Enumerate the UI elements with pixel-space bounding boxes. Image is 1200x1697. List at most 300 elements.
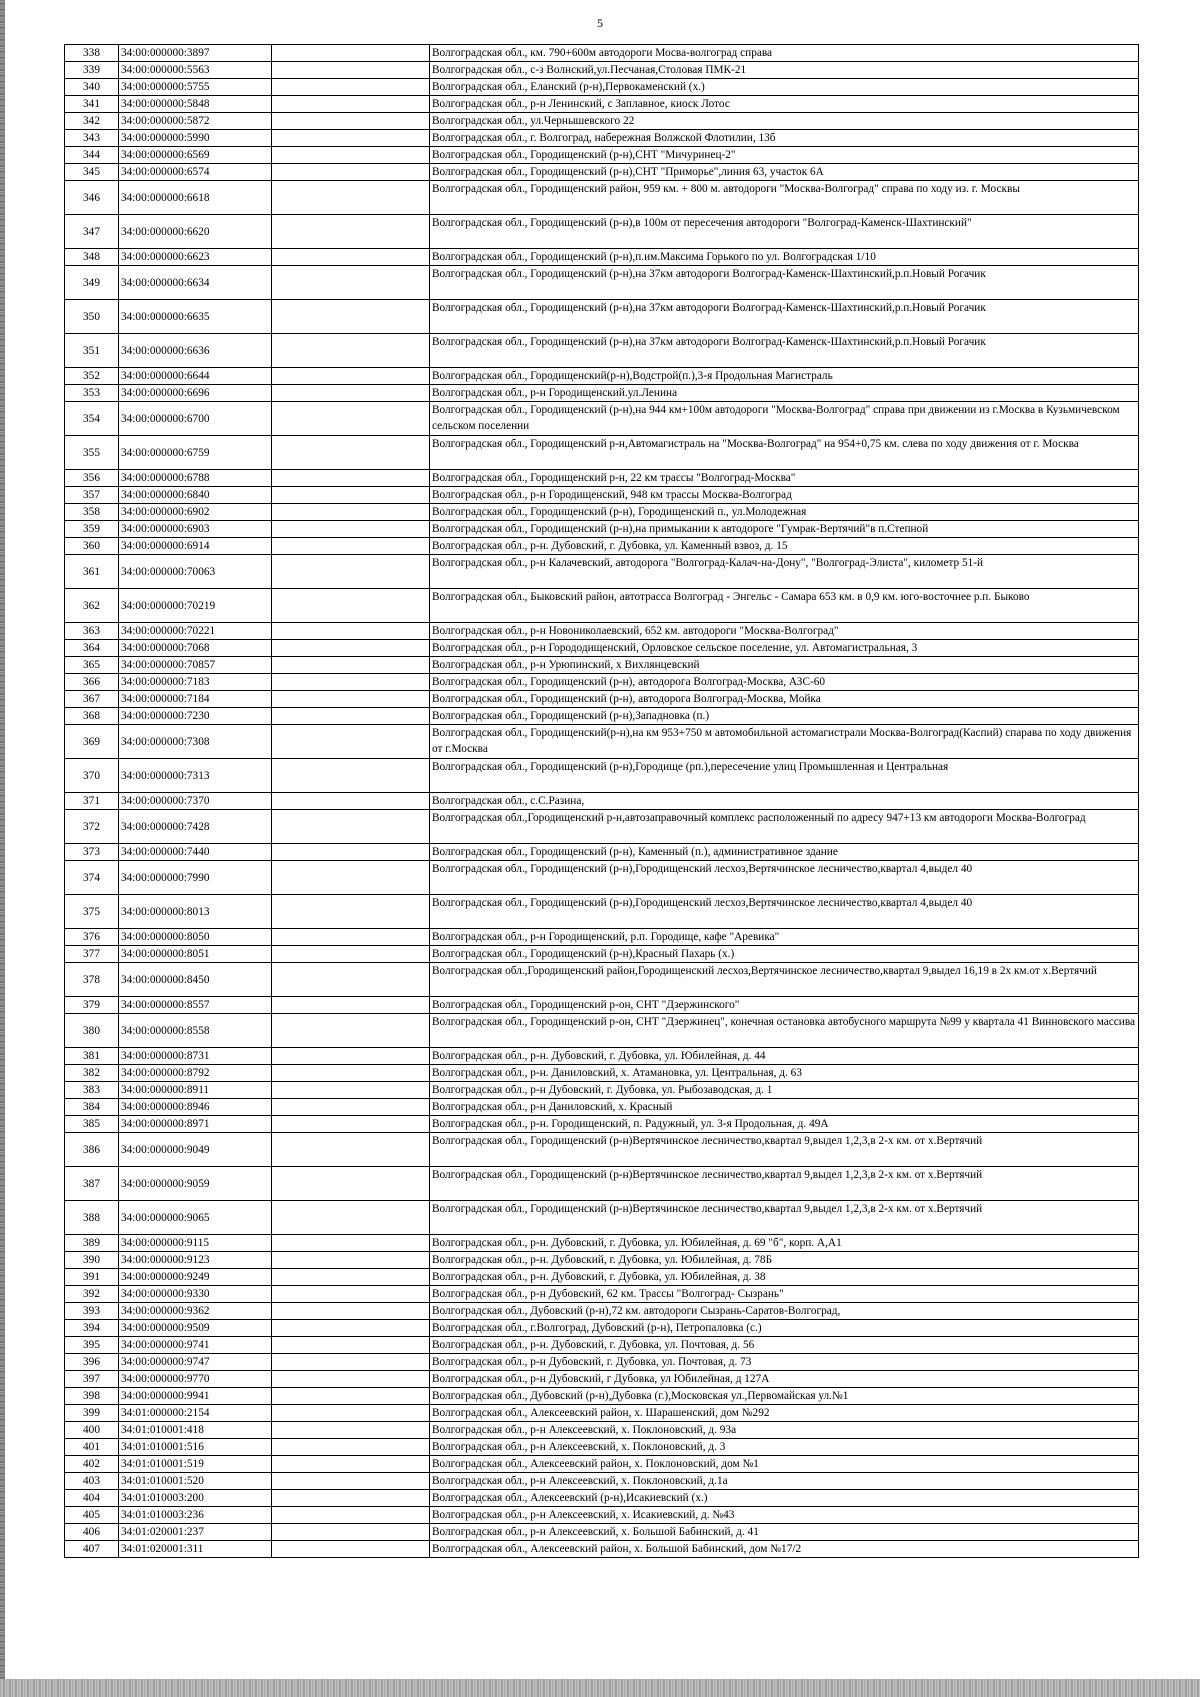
address: Волгоградская обл., р-н Городищенский, 948 км трассы Москва-Волгоград [430, 487, 1139, 504]
cadastral-number: 34:00:000000:6620 [119, 215, 272, 249]
address: Волгоградская обл., р-н. Дубовский, г. Дубовка, ул. Каменный взвоз, д. 15 [430, 538, 1139, 555]
address: Волгоградская обл., р-н Новониколаевский, 652 км. автодороги "Москва-Волгоград" [430, 623, 1139, 640]
table-row [65, 1116, 1139, 1133]
table-row [65, 45, 1139, 62]
row-number: 364 [65, 640, 119, 657]
row-number: 376 [65, 929, 119, 946]
cadastral-number: 34:00:000000:9362 [119, 1303, 272, 1320]
address: Волгоградская обл., р-н. Дубовский, г. Дубовка, ул. Юбилейная, д. 69 "б", корп. А,А1 [430, 1235, 1139, 1252]
empty-cell [272, 1490, 430, 1507]
address: Волгоградская обл., р-н Алексеевский, х. Поклоновский, д.1а [430, 1473, 1139, 1490]
address: Волгоградская обл.,Городищенский район,Городищенский лесхоз,Вертячинское лесничество,квартал 9,выдел 16,19 в 2х км.от х.Вертячий [430, 963, 1139, 997]
address: Волгоградская обл., р-н Даниловский, х. Красный [430, 1099, 1139, 1116]
address: Волгоградская обл., с-з Волнский,ул.Песчаная,Столовая ПМК-21 [430, 62, 1139, 79]
row-number: 387 [65, 1167, 119, 1201]
empty-cell [272, 1541, 430, 1558]
address: Волгоградская обл., Дубовский (р-н),Дубовка (г.),Московская ул.,Первомайская ул.№1 [430, 1388, 1139, 1405]
empty-cell [272, 793, 430, 810]
address: Волгоградская обл., Городищенский(р-н),Водстрой(п.),3-я Продольная Магистраль [430, 368, 1139, 385]
cadastral-number: 34:00:000000:6574 [119, 164, 272, 181]
row-number: 383 [65, 1082, 119, 1099]
row-number: 389 [65, 1235, 119, 1252]
empty-cell [272, 1354, 430, 1371]
row-number: 368 [65, 708, 119, 725]
cadastral-number: 34:00:000000:6914 [119, 538, 272, 555]
address: Волгоградская обл., р-н. Городищенский, п. Радужный, ул. 3-я Продольная, д. 49А [430, 1116, 1139, 1133]
empty-cell [272, 1337, 430, 1354]
empty-cell [272, 810, 430, 844]
cadastral-number: 34:00:000000:7068 [119, 640, 272, 657]
row-number: 367 [65, 691, 119, 708]
empty-cell [272, 861, 430, 895]
empty-cell [272, 725, 430, 759]
empty-cell [272, 1439, 430, 1456]
empty-cell [272, 521, 430, 538]
table-row [65, 1524, 1139, 1541]
cadastral-number: 34:00:000000:7428 [119, 810, 272, 844]
table-row [65, 1167, 1139, 1201]
table-row [65, 1235, 1139, 1252]
cadastral-number: 34:00:000000:5563 [119, 62, 272, 79]
address: Волгоградская обл., км. 790+600м автодороги Мосва-волгоград справа [430, 45, 1139, 62]
address: Волгоградская обл., Городищенский (р-н),на 944 км+100м автодороги "Москва-Волгоград" справа при движении из г.Москва в Кузьмичевском сельском поселении [430, 402, 1139, 436]
address: Волгоградская обл., Алексеевский район, х. Поклоновский, дом №1 [430, 1456, 1139, 1473]
row-number: 344 [65, 147, 119, 164]
cadastral-number: 34:01:010001:516 [119, 1439, 272, 1456]
cadastral-number: 34:00:000000:8450 [119, 963, 272, 997]
address: Волгоградская обл., р-н. Дубовский, г. Дубовка, ул. Почтовая, д. 56 [430, 1337, 1139, 1354]
address: Волгоградская обл., р-н Городищенский.ул.Ленина [430, 385, 1139, 402]
cadastral-number: 34:00:000000:9941 [119, 1388, 272, 1405]
address: Волгоградская обл., Алексеевский (р-н),Исакиевский (х.) [430, 1490, 1139, 1507]
empty-cell [272, 402, 430, 436]
address: Волгоградская обл., ул.Чернышевского 22 [430, 113, 1139, 130]
row-number: 391 [65, 1269, 119, 1286]
table-row [65, 1337, 1139, 1354]
empty-cell [272, 1303, 430, 1320]
table-row [65, 130, 1139, 147]
row-number: 406 [65, 1524, 119, 1541]
cadastral-number: 34:00:000000:6636 [119, 334, 272, 368]
cadastral-number: 34:00:000000:7313 [119, 759, 272, 793]
row-number: 360 [65, 538, 119, 555]
address: Волгоградская обл., Городищенский (р-н), Городищенский п., ул.Молодежная [430, 504, 1139, 521]
empty-cell [272, 300, 430, 334]
row-number: 375 [65, 895, 119, 929]
row-number: 378 [65, 963, 119, 997]
address: Волгоградская обл., Городищенский (р-н),СНТ "Приморье",линия 63, участок 6А [430, 164, 1139, 181]
cadastral-number: 34:00:000000:9747 [119, 1354, 272, 1371]
cadastral-number: 34:00:000000:6903 [119, 521, 272, 538]
row-number: 340 [65, 79, 119, 96]
empty-cell [272, 1269, 430, 1286]
register-table-body [65, 45, 1139, 1558]
row-number: 379 [65, 997, 119, 1014]
cadastral-number: 34:01:000000:2154 [119, 1405, 272, 1422]
row-number: 342 [65, 113, 119, 130]
empty-cell [272, 1201, 430, 1235]
table-row [65, 1490, 1139, 1507]
table-row [65, 1439, 1139, 1456]
cadastral-number: 34:00:000000:70221 [119, 623, 272, 640]
empty-cell [272, 266, 430, 300]
empty-cell [272, 1167, 430, 1201]
row-number: 374 [65, 861, 119, 895]
row-number: 365 [65, 657, 119, 674]
empty-cell [272, 1456, 430, 1473]
address: Волгоградская обл., р-н Алексеевский, х. Большой Бабинский, д. 41 [430, 1524, 1139, 1541]
row-number: 371 [65, 793, 119, 810]
address: Волгоградская обл., Быковский район, автотрасса Волгоград - Энгельс - Самара 653 км. в 0,9 км. юго-восточнее р.п. Быково [430, 589, 1139, 623]
address: Волгоградская обл., р-н. Даниловский, х. Атамановка, ул. Центральная, д. 63 [430, 1065, 1139, 1082]
cadastral-number: 34:00:000000:7230 [119, 708, 272, 725]
table-row [65, 1082, 1139, 1099]
row-number: 407 [65, 1541, 119, 1558]
address: Волгоградская обл., Городищенский (р-н),на 37км автодороги Волгоград-Каменск-Шахтинский,р.п.Новый Рогачик [430, 266, 1139, 300]
cadastral-number: 34:00:000000:5755 [119, 79, 272, 96]
table-row [65, 113, 1139, 130]
address: Волгоградская обл., р-н. Дубовский, г. Дубовка, ул. Юбилейная, д. 44 [430, 1048, 1139, 1065]
row-number: 405 [65, 1507, 119, 1524]
address: Волгоградская обл., р-н Дубовский, г. Дубовка, ул. Рыбозаводская, д. 1 [430, 1082, 1139, 1099]
cadastral-number: 34:01:020001:237 [119, 1524, 272, 1541]
address: Волгоградская обл., Еланский (р-н),Первокаменский (х.) [430, 79, 1139, 96]
cadastral-number: 34:00:000000:8557 [119, 997, 272, 1014]
cadastral-number: 34:00:000000:9049 [119, 1133, 272, 1167]
empty-cell [272, 1116, 430, 1133]
table-row [65, 1388, 1139, 1405]
address: Волгоградская обл., Городищенский (р-н),на 37км автодороги Волгоград-Каменск-Шахтинский,р.п.Новый Рогачик [430, 300, 1139, 334]
cadastral-number: 34:00:000000:70219 [119, 589, 272, 623]
empty-cell [272, 1507, 430, 1524]
table-row [65, 1507, 1139, 1524]
address: Волгоградская обл., р-н Алексеевский, х. Исакиевский, д. №43 [430, 1507, 1139, 1524]
cadastral-number: 34:00:000000:9770 [119, 1371, 272, 1388]
address: Волгоградская обл., р-н Дубовский, г Дубовка, ул Юбилейная, д 127А [430, 1371, 1139, 1388]
table-row [65, 1065, 1139, 1082]
empty-cell [272, 640, 430, 657]
cadastral-number: 34:00:000000:6759 [119, 436, 272, 470]
row-number: 369 [65, 725, 119, 759]
table-row [65, 1541, 1139, 1558]
empty-cell [272, 1422, 430, 1439]
table-row [65, 1048, 1139, 1065]
empty-cell [272, 555, 430, 589]
cadastral-number: 34:00:000000:6788 [119, 470, 272, 487]
cadastral-number: 34:00:000000:6902 [119, 504, 272, 521]
cadastral-number: 34:01:010001:519 [119, 1456, 272, 1473]
table-row [65, 215, 1139, 249]
address: Волгоградская обл., Городищенский р-н,Автомагистраль на "Москва-Волгоград" на 954+0,75 км. слева по ходу движения от г. Москва [430, 436, 1139, 470]
table-row [65, 300, 1139, 334]
row-number: 377 [65, 946, 119, 963]
address: Волгоградская обл., р-н Городищенский, р.п. Городище, кафе "Аревика" [430, 929, 1139, 946]
row-number: 348 [65, 249, 119, 266]
empty-cell [272, 1524, 430, 1541]
empty-cell [272, 929, 430, 946]
row-number: 399 [65, 1405, 119, 1422]
address: Волгоградская обл., Городищенский (р-н),СНТ "Мичуринец-2" [430, 147, 1139, 164]
address: Волгоградская обл., р-н Дубовский, 62 км. Трассы "Волгоград- Сызрань" [430, 1286, 1139, 1303]
empty-cell [272, 113, 430, 130]
empty-cell [272, 1048, 430, 1065]
empty-cell [272, 623, 430, 640]
row-number: 385 [65, 1116, 119, 1133]
empty-cell [272, 1099, 430, 1116]
address: Волгоградская обл., г. Волгоград, набережная Волжской Флотилии, 13б [430, 130, 1139, 147]
empty-cell [272, 1133, 430, 1167]
row-number: 390 [65, 1252, 119, 1269]
table-row [65, 1354, 1139, 1371]
table-row [65, 895, 1139, 929]
row-number: 386 [65, 1133, 119, 1167]
address: Волгоградская обл., Городищенский (р-н), автодорога Волгоград-Москва, Мойка [430, 691, 1139, 708]
table-row [65, 436, 1139, 470]
table-row [65, 487, 1139, 504]
address: Волгоградская обл., Городищенский(р-н),на км 953+750 м автомобильной астомагистрали Москва-Волгоград(Каспий) спарава по ходу движения от г.Москва [430, 725, 1139, 759]
table-row [65, 963, 1139, 997]
address: Волгоградская обл., Городищенский (р-н)Вертячинское лесничество,квартал 9,выдел 1,2,3,в 2-х км. от х.Вертячий [430, 1201, 1139, 1235]
table-row [65, 759, 1139, 793]
address: Волгоградская обл., Городищенский (р-н), автодорога Волгоград-Москва, АЗС-60 [430, 674, 1139, 691]
cadastral-number: 34:00:000000:6569 [119, 147, 272, 164]
cadastral-number: 34:00:000000:8792 [119, 1065, 272, 1082]
empty-cell [272, 181, 430, 215]
empty-cell [272, 1014, 430, 1048]
empty-cell [272, 62, 430, 79]
table-row [65, 538, 1139, 555]
address: Волгоградская обл., Городищенский (р-н),Городищенский лесхоз,Вертячинское лесничество,квартал 4,выдел 40 [430, 861, 1139, 895]
cadastral-number: 34:00:000000:6700 [119, 402, 272, 436]
empty-cell [272, 1388, 430, 1405]
table-row [65, 1099, 1139, 1116]
page-number: 5 [597, 16, 603, 30]
table-row [65, 674, 1139, 691]
cadastral-number: 34:00:000000:8050 [119, 929, 272, 946]
table-row [65, 997, 1139, 1014]
row-number: 347 [65, 215, 119, 249]
cadastral-number: 34:00:000000:6635 [119, 300, 272, 334]
table-row [65, 1269, 1139, 1286]
address: Волгоградская обл., Алексеевский район, х. Шарашенский, дом №292 [430, 1405, 1139, 1422]
empty-cell [272, 470, 430, 487]
address: Волгоградская обл., р-н. Дубовский, г. Дубовка, ул. Юбилейная, д. 78Б [430, 1252, 1139, 1269]
table-row [65, 623, 1139, 640]
table-row [65, 1422, 1139, 1439]
row-number: 373 [65, 844, 119, 861]
row-number: 381 [65, 1048, 119, 1065]
cadastral-number: 34:00:000000:9123 [119, 1252, 272, 1269]
empty-cell [272, 215, 430, 249]
row-number: 392 [65, 1286, 119, 1303]
table-row [65, 62, 1139, 79]
row-number: 345 [65, 164, 119, 181]
row-number: 388 [65, 1201, 119, 1235]
table-row [65, 1014, 1139, 1048]
address: Волгоградская обл., Городищенский (р-н)Вертячинское лесничество,квартал 9,выдел 1,2,3,в 2-х км. от х.Вертячий [430, 1167, 1139, 1201]
table-row [65, 385, 1139, 402]
address: Волгоградская обл., Городищенский (р-н),Западновка (п.) [430, 708, 1139, 725]
table-row [65, 1405, 1139, 1422]
empty-cell [272, 1320, 430, 1337]
row-number: 402 [65, 1456, 119, 1473]
cadastral-number: 34:01:010001:520 [119, 1473, 272, 1490]
table-row [65, 640, 1139, 657]
address: Волгоградская обл., р-н Ленинский, с Заплавное, киоск Лотос [430, 96, 1139, 113]
cadastral-number: 34:00:000000:8051 [119, 946, 272, 963]
empty-cell [272, 759, 430, 793]
row-number: 395 [65, 1337, 119, 1354]
table-row [65, 181, 1139, 215]
cadastral-number: 34:00:000000:9065 [119, 1201, 272, 1235]
cadastral-number: 34:00:000000:70857 [119, 657, 272, 674]
address: Волгоградская обл., Городищенский (р-н),Городищенский лесхоз,Вертячинское лесничество,квартал 4,выдел 40 [430, 895, 1139, 929]
register-table [64, 44, 1139, 1558]
empty-cell [272, 1405, 430, 1422]
cadastral-number: 34:00:000000:6623 [119, 249, 272, 266]
table-row [65, 929, 1139, 946]
row-number: 397 [65, 1371, 119, 1388]
cadastral-number: 34:00:000000:7370 [119, 793, 272, 810]
table-row [65, 861, 1139, 895]
table-row [65, 504, 1139, 521]
row-number: 349 [65, 266, 119, 300]
address: Волгоградская обл., с.С.Разина, [430, 793, 1139, 810]
row-number: 351 [65, 334, 119, 368]
empty-cell [272, 538, 430, 555]
address: Волгоградская обл., Дубовский (р-н),72 км. автодороги Сызрань-Саратов-Волгоград, [430, 1303, 1139, 1320]
row-number: 338 [65, 45, 119, 62]
row-number: 401 [65, 1439, 119, 1456]
row-number: 341 [65, 96, 119, 113]
cadastral-number: 34:00:000000:6634 [119, 266, 272, 300]
table-row [65, 589, 1139, 623]
empty-cell [272, 249, 430, 266]
empty-cell [272, 895, 430, 929]
cadastral-number: 34:00:000000:8946 [119, 1099, 272, 1116]
address: Волгоградская обл., р-н Алексеевский, х. Поклоновский, д. 3 [430, 1439, 1139, 1456]
cadastral-number: 34:00:000000:8013 [119, 895, 272, 929]
table-row [65, 1456, 1139, 1473]
row-number: 370 [65, 759, 119, 793]
empty-cell [272, 946, 430, 963]
address: Волгоградская обл., Городищенский р-он, СНТ "Дзержинского" [430, 997, 1139, 1014]
address: Волгоградская обл., г.Волгоград, Дубовский (р-н), Петропаловка (с.) [430, 1320, 1139, 1337]
table-row [65, 96, 1139, 113]
cadastral-number: 34:00:000000:9059 [119, 1167, 272, 1201]
table-row [65, 691, 1139, 708]
row-number: 357 [65, 487, 119, 504]
empty-cell [272, 589, 430, 623]
row-number: 382 [65, 1065, 119, 1082]
empty-cell [272, 164, 430, 181]
cadastral-number: 34:00:000000:8911 [119, 1082, 272, 1099]
table-row [65, 266, 1139, 300]
empty-cell [272, 130, 430, 147]
empty-cell [272, 96, 430, 113]
table-row [65, 334, 1139, 368]
row-number: 394 [65, 1320, 119, 1337]
table-row [65, 657, 1139, 674]
empty-cell [272, 844, 430, 861]
cadastral-number: 34:00:000000:6644 [119, 368, 272, 385]
row-number: 361 [65, 555, 119, 589]
row-number: 355 [65, 436, 119, 470]
row-number: 362 [65, 589, 119, 623]
empty-cell [272, 504, 430, 521]
table-row [65, 1286, 1139, 1303]
address: Волгоградская обл., Городищенский (р-н),Красный Пахарь (х.) [430, 946, 1139, 963]
table-row [65, 1133, 1139, 1167]
empty-cell [272, 1082, 430, 1099]
empty-cell [272, 436, 430, 470]
address: Волгоградская обл., Городищенский (р-н),на примыкании к автодороге "Гумрак-Вертячий"в п.Степной [430, 521, 1139, 538]
address: Волгоградская обл., Городищенский р-н, 22 км трассы "Волгоград-Москва" [430, 470, 1139, 487]
table-row [65, 470, 1139, 487]
empty-cell [272, 385, 430, 402]
row-number: 398 [65, 1388, 119, 1405]
cadastral-number: 34:00:000000:9330 [119, 1286, 272, 1303]
table-row [65, 946, 1139, 963]
address: Волгоградская обл., Городищенский район, 959 км. + 800 м. автодороги "Москва-Волгоград" справа по ходу из. г. Москвы [430, 181, 1139, 215]
row-number: 346 [65, 181, 119, 215]
table-row [65, 725, 1139, 759]
cadastral-number: 34:00:000000:7440 [119, 844, 272, 861]
row-number: 354 [65, 402, 119, 436]
table-row [65, 1371, 1139, 1388]
address: Волгоградская обл., р-н Горододищенский, Орловское сельское поселение, ул. Автомагистральная, 3 [430, 640, 1139, 657]
row-number: 353 [65, 385, 119, 402]
row-number: 404 [65, 1490, 119, 1507]
address: Волгоградская обл.,Городищенский р-н,автозаправочный комплекс расположенный по адресу 947+13 км автодороги Москва-Волгоград [430, 810, 1139, 844]
cadastral-number: 34:00:000000:7183 [119, 674, 272, 691]
empty-cell [272, 1473, 430, 1490]
table-row [65, 402, 1139, 436]
row-number: 384 [65, 1099, 119, 1116]
scan-bottom-edge [0, 1679, 1200, 1697]
empty-cell [272, 1235, 430, 1252]
row-number: 350 [65, 300, 119, 334]
empty-cell [272, 1252, 430, 1269]
table-row [65, 844, 1139, 861]
table-row [65, 79, 1139, 96]
cadastral-number: 34:00:000000:7990 [119, 861, 272, 895]
cadastral-number: 34:00:000000:9509 [119, 1320, 272, 1337]
row-number: 396 [65, 1354, 119, 1371]
empty-cell [272, 1286, 430, 1303]
table-row [65, 1201, 1139, 1235]
table-row [65, 1320, 1139, 1337]
address: Волгоградская обл., р-н Алексеевский, х. Поклоновский, д. 93а [430, 1422, 1139, 1439]
cadastral-number: 34:00:000000:9115 [119, 1235, 272, 1252]
row-number: 400 [65, 1422, 119, 1439]
cadastral-number: 34:00:000000:5872 [119, 113, 272, 130]
table-row [65, 164, 1139, 181]
address: Волгоградская обл., Городищенский (р-н), Каменный (п.), административное здание [430, 844, 1139, 861]
row-number: 372 [65, 810, 119, 844]
address: Волгоградская обл., Городищенский (р-н),Городище (рп.),пересечение улиц Промышленная и Центральная [430, 759, 1139, 793]
empty-cell [272, 334, 430, 368]
cadastral-number: 34:00:000000:6696 [119, 385, 272, 402]
empty-cell [272, 487, 430, 504]
cadastral-number: 34:00:000000:6840 [119, 487, 272, 504]
empty-cell [272, 147, 430, 164]
cadastral-number: 34:00:000000:5990 [119, 130, 272, 147]
row-number: 393 [65, 1303, 119, 1320]
empty-cell [272, 45, 430, 62]
address: Волгоградская обл., р-н Калачевский, автодорога "Волгоград-Калач-на-Дону", "Волгоград-Элиста", километр 51-й [430, 555, 1139, 589]
empty-cell [272, 368, 430, 385]
